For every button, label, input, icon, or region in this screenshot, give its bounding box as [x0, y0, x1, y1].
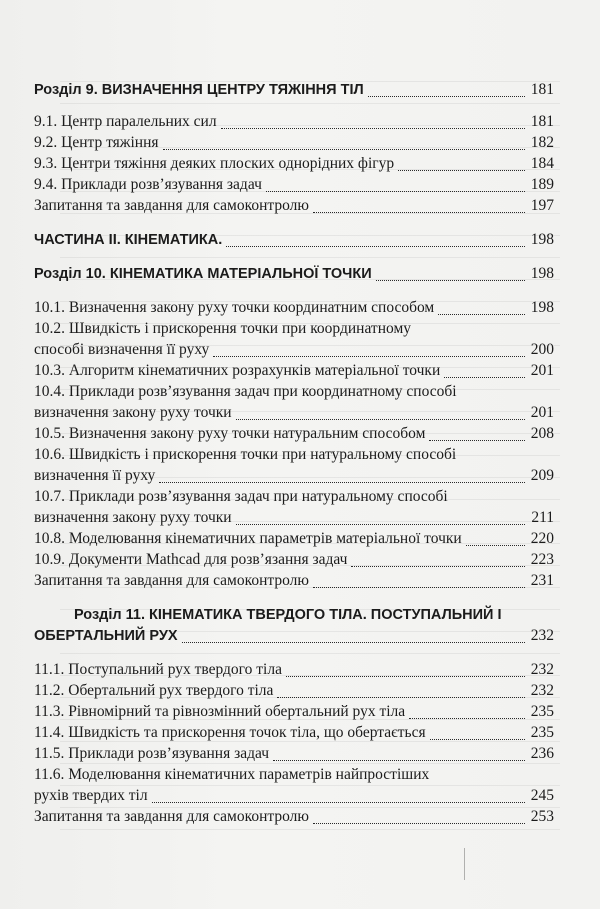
toc-dot-leader	[236, 419, 525, 420]
toc-entry-title: Запитання та завдання для самоконтролю	[34, 572, 309, 589]
toc-entry-title: 11.4. Швидкість та прискорення точок тіла, що обертається	[34, 724, 426, 741]
toc-heading	[74, 605, 554, 625]
toc-page-number: 182	[530, 134, 554, 151]
toc-dot-leader	[368, 96, 525, 97]
toc-dot-leader	[273, 760, 525, 761]
toc-entry	[34, 508, 554, 528]
toc-entry-title: 10.9. Документи Mathcad для розв’язання задач	[34, 551, 348, 568]
toc-entry-title: Розділ 9. ВИЗНАЧЕННЯ ЦЕНТРУ ТЯЖІННЯ ТІЛ	[34, 82, 364, 98]
toc-page-number: 184	[530, 155, 554, 172]
toc-page-number: 253	[530, 808, 554, 825]
toc-page-number: 197	[530, 197, 554, 214]
toc-dot-leader	[313, 212, 525, 213]
toc-dot-leader	[266, 191, 525, 192]
toc-entry-title: 10.3. Алгоритм кінематичних розрахунків матеріальної точки	[34, 362, 441, 379]
toc-entry-title: 10.8. Моделювання кінематичних параметрів матеріальної точки	[34, 530, 462, 547]
toc-page-number: 209	[530, 467, 554, 484]
toc-dot-leader	[313, 823, 525, 824]
toc-entry	[34, 298, 554, 318]
toc-heading	[34, 80, 554, 100]
toc-entry	[34, 424, 554, 444]
toc-entry-title: 10.4. Приклади розв’язування задач при координатному способі	[34, 383, 457, 400]
toc-dot-leader	[152, 802, 525, 803]
toc-page-number: 245	[530, 787, 554, 804]
toc-dot-leader	[444, 377, 525, 378]
toc-entry	[34, 112, 554, 132]
toc-heading	[34, 626, 554, 646]
toc-entry-title: Розділ 11. КІНЕМАТИКА ТВЕРДОГО ТІЛА. ПОСТУПАЛЬНИЙ І	[74, 607, 502, 623]
toc-entry	[34, 550, 554, 570]
toc-entry	[34, 487, 554, 507]
toc-entry	[34, 154, 554, 174]
toc-dot-leader	[430, 739, 525, 740]
toc-entry	[34, 744, 554, 764]
toc-dot-leader	[236, 524, 525, 525]
toc-entry	[34, 529, 554, 549]
toc-page-number: 181	[530, 81, 554, 98]
toc-entry	[34, 382, 554, 402]
toc-page-number: 223	[530, 551, 554, 568]
toc-entry	[34, 361, 554, 381]
toc-entry-title: рухів твердих тіл	[34, 787, 148, 804]
toc-dot-leader	[226, 246, 525, 247]
toc-entry	[34, 175, 554, 195]
toc-entry-title: ОБЕРТАЛЬНИЙ РУХ	[34, 628, 178, 644]
toc-entry	[34, 319, 554, 339]
toc-dot-leader	[313, 587, 525, 588]
toc-entry	[34, 702, 554, 722]
toc-entry-title: визначення закону руху точки	[34, 404, 232, 421]
toc-entry-title: 10.6. Швидкість і прискорення точки при натуральному способі	[34, 446, 457, 463]
toc-entry-title: 10.2. Швидкість і прискорення точки при координатному	[34, 320, 412, 337]
toc-dot-leader	[376, 280, 525, 281]
toc-page-number: 231	[530, 572, 554, 589]
toc-entry-title: Запитання та завдання для самоконтролю	[34, 808, 309, 825]
toc-page-number: 235	[530, 724, 554, 741]
toc-page-number: 232	[530, 661, 554, 678]
toc-entry-title: 10.7. Приклади розв’язування задач при натуральному способі	[34, 488, 448, 505]
toc-dot-leader	[409, 718, 525, 719]
toc-entry	[34, 466, 554, 486]
toc-entry	[34, 765, 554, 785]
toc-entry	[34, 133, 554, 153]
toc-entry	[34, 786, 554, 806]
toc-dot-leader	[163, 149, 525, 150]
toc-page-number: 220	[530, 530, 554, 547]
toc-entry-title: 9.1. Центр паралельних сил	[34, 113, 217, 130]
toc-page-number: 211	[531, 509, 554, 526]
toc-page-number: 200	[530, 341, 554, 358]
toc-entry-title: 11.1. Поступальний рух твердого тіла	[34, 661, 282, 678]
toc-entry-title: 9.2. Центр тяжіння	[34, 134, 159, 151]
toc-page-number: 181	[530, 113, 554, 130]
toc-entry-title: 11.6. Моделювання кінематичних параметрів найпростіших	[34, 766, 430, 783]
toc-dot-leader	[286, 676, 525, 677]
toc-entry-title: способі визначення її руху	[34, 341, 210, 358]
toc-heading	[34, 264, 554, 284]
toc-page-number: 198	[530, 265, 554, 282]
toc-entry-title: визначення закону руху точки	[34, 509, 232, 526]
toc-entry-title: 11.3. Рівномірний та рівнозмінний обертальний рух тіла	[34, 703, 406, 720]
toc-page-number: 235	[530, 703, 554, 720]
toc-entry-title: 10.5. Визначення закону руху точки натуральним способом	[34, 425, 426, 442]
toc-page-number: 198	[530, 299, 554, 316]
toc-dot-leader	[221, 128, 525, 129]
toc-entry	[34, 403, 554, 423]
toc-dot-leader	[429, 440, 525, 441]
toc-page-number: 201	[530, 362, 554, 379]
toc-page-number: 232	[530, 627, 554, 644]
toc-entry-title: 9.3. Центри тяжіння деяких плоских однорідних фігур	[34, 155, 395, 172]
toc-entry-title: Розділ 10. КІНЕМАТИКА МАТЕРІАЛЬНОЇ ТОЧКИ	[34, 266, 372, 282]
toc-dot-leader	[182, 642, 525, 643]
toc-dot-leader	[438, 314, 525, 315]
toc-entry	[34, 571, 554, 591]
toc-dot-leader	[351, 566, 525, 567]
toc-page-number: 201	[530, 404, 554, 421]
toc-dot-leader	[466, 545, 525, 546]
toc-entry	[34, 723, 554, 743]
toc-page-number: 232	[530, 682, 554, 699]
toc-entry	[34, 340, 554, 360]
page-crease	[464, 848, 465, 880]
toc-entry-title: визначення її руху	[34, 467, 156, 484]
toc-entry-title: 11.5. Приклади розв’язування задач	[34, 745, 270, 762]
toc-dot-leader	[398, 170, 525, 171]
toc-dot-leader	[213, 356, 525, 357]
toc-entry-title: Запитання та завдання для самоконтролю	[34, 197, 309, 214]
toc-page-number: 198	[530, 231, 554, 248]
toc-entry-title: 10.1. Визначення закону руху точки координатним способом	[34, 299, 435, 316]
toc-entry	[34, 445, 554, 465]
toc-entry	[34, 196, 554, 216]
toc-entry	[34, 807, 554, 827]
toc-heading	[34, 230, 554, 250]
toc-page-number: 236	[530, 745, 554, 762]
toc-entry	[34, 681, 554, 701]
toc-entry-title: 11.2. Обертальний рух твердого тіла	[34, 682, 274, 699]
toc-dot-leader	[277, 697, 525, 698]
toc-dot-leader	[159, 482, 525, 483]
toc-entry-title: ЧАСТИНА ІІ. КІНЕМАТИКА.	[34, 232, 223, 248]
toc-page-number: 189	[530, 176, 554, 193]
toc-entry	[34, 660, 554, 680]
toc-entry-title: 9.4. Приклади розв’язування задач	[34, 176, 262, 193]
toc-page-number: 208	[530, 425, 554, 442]
